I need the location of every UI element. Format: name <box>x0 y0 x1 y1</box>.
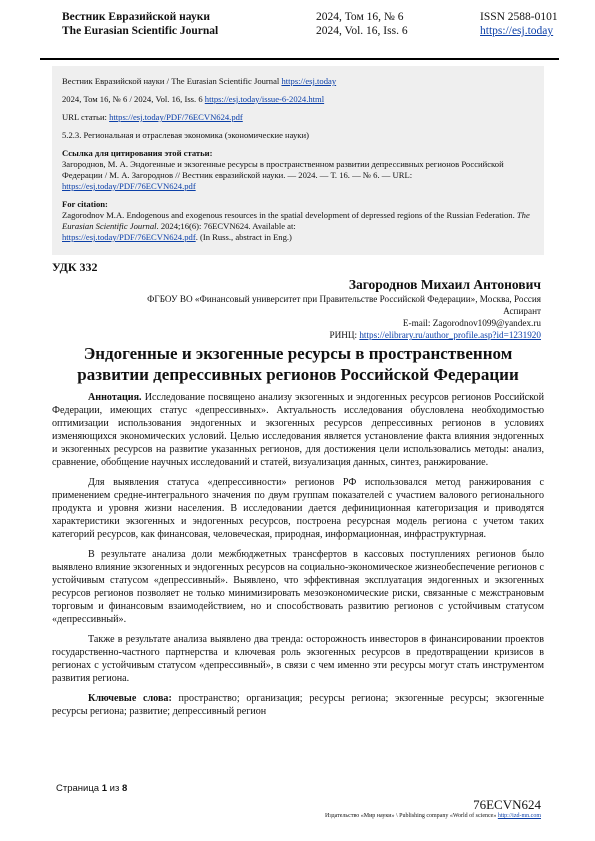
citation-box <box>52 66 544 255</box>
citation-specialty-line: 5.2.3. Региональная и отраслевая экономика (экономические науки) <box>62 130 309 140</box>
issue-ru: 2024, Том 16, № 6 <box>316 11 404 23</box>
citation-en-link[interactable]: https://esj.today/PDF/76ECVN624.pdf <box>62 232 196 242</box>
issue-block <box>316 10 408 38</box>
citation-ru-heading: Ссылка для цитирования этой статьи: <box>62 148 213 158</box>
article-code: 76ECVN624 <box>473 797 541 812</box>
author-block <box>147 276 541 341</box>
abstract-paragraph-3: В результате анализа доли межбюджетных трансфертов в кассовых поступлениях регионов было выявлено влияние экзогенных и эндогенных ресурсов на социально-экономическое жизнеобеспечение регионов с устойчивым статусом «депрессивный». Выявлено, что эффективная эксплуатация эндогенных и экзогенных ресурсов регионов позволяет не только минимизировать мезоэкономические риски, связанные с межстрановым торговым и финансовым взаимодействием, но и способствовать развитию регионов с устойчивым статусом «депрессивный». <box>52 549 544 625</box>
journal-header <box>0 0 595 60</box>
abstract-paragraph-2: Для выявления статуса «депрессивности» регионов РФ использовался метод ранжирования с применением средне-интегрального значения по двум группам показателей с участием валового регионального продукта и уровня жизни населения. В исследовании дается дефиниционная категоризация и приводятся характеристики экзогенных и эндогенных ресурсов, построена ресурсная модель региона с учетом таких категорий ресурсов, как финансовая, человеческая, природная, информационная, инфраструктурная. <box>52 477 544 540</box>
page-indicator: Страница 1 из 8 <box>56 783 128 794</box>
abstract <box>52 391 544 718</box>
issue-en: 2024, Vol. 16, Iss. 6 <box>316 25 408 37</box>
article-title: Эндогенные и экзогенные ресурсы в пространственном развитии депрессивных регионов Российской Федерации <box>77 344 519 384</box>
citation-ru-link[interactable]: https://esj.today/PDF/76ECVN624.pdf <box>62 181 196 191</box>
citation-url-line: URL статьи: https://esj.today/PDF/76ECVN624.pdf <box>62 112 243 122</box>
citation-en-body: Zagorodnov M.A. Endogenous and exogenous resources in the spatial development of depressed regions of the Russian Federation. The Eurasian Scientific Journal. 2024;16(6): 76ECVN624. Available at: https://esj.today/PDF/76ECVN624.pdf. (In Russ., abstract in Eng.) <box>62 210 530 242</box>
author-rinc-link[interactable]: https://elibrary.ru/author_profile.asp?id=1231920 <box>359 330 541 340</box>
issn-block <box>480 10 558 38</box>
citation-journal-line: Вестник Евразийской науки / The Eurasian Scientific Journal https://esj.today <box>62 76 337 86</box>
journal-name-en: The Eurasian Scientific Journal <box>62 25 219 37</box>
keywords: Ключевые слова: пространство; организация; ресурсы региона; экзогенные ресурсы; экзогенные ресурсы региона; развитие; депрессивный регион <box>52 693 544 717</box>
header-divider <box>40 58 559 60</box>
author-position: Аспирант <box>503 306 541 316</box>
abstract-paragraph-4: Также в результате анализа выявлено два тренда: осторожность инвесторов в финансировании проектов государственно-частного партнерства и ключевая роль экзогенных ресурсов в предотвращении кризисов в регионах с устойчивым статусом «депрессивный», в связи с чем именно эти ресурсы могут стать инструментом развития региона. <box>52 634 544 684</box>
journal-name-block <box>62 10 218 38</box>
citation-issue-line: 2024, Том 16, № 6 / 2024, Vol. 16, Iss. 6 https://esj.today/issue-6-2024.html <box>62 94 325 104</box>
issn: ISSN 2588-0101 <box>480 11 558 23</box>
author-rinc: РИНЦ: https://elibrary.ru/author_profile.asp?id=1231920 <box>329 330 541 340</box>
article-pdf-link[interactable]: https://esj.today/PDF/76ECVN624.pdf <box>109 112 243 122</box>
journal-link[interactable]: https://esj.today <box>281 76 337 86</box>
citation-en-heading: For citation: <box>62 199 108 209</box>
publisher-line: Издательство «Мир науки» \ Publishing company «World of science» http://izd-mn.com <box>325 813 541 819</box>
keywords-label: Ключевые слова: <box>88 693 172 704</box>
author-affiliation: ФГБОУ ВО «Финансовый университет при Правительстве Российской Федерации», Москва, Россия <box>147 294 541 304</box>
abstract-label: Аннотация. <box>88 392 142 403</box>
citation-en-journal: The Eurasian Scientific Journal <box>62 210 530 231</box>
issue-link[interactable]: https://esj.today/issue-6-2024.html <box>204 94 325 104</box>
author-email: E-mail: Zagorodnov1099@yandex.ru <box>402 318 541 328</box>
journal-name-ru: Вестник Евразийской науки <box>62 11 210 23</box>
journal-site-link[interactable]: https://esj.today <box>480 25 554 37</box>
publisher-link[interactable]: http://izd-mn.com <box>497 813 541 819</box>
citation-ru-body: Загороднов, М. А. Эндогенные и экзогенные ресурсы в пространственном развитии депрессивных регионов Российской Федерации / М. А. Загороднов // Вестник евразийской науки. — 2024. — Т. 16. — № 6. — URL: https://esj.today/PDF/76ECVN624.pdf <box>62 159 504 191</box>
udk-code: УДК 332 <box>52 260 98 274</box>
abstract-paragraph-1: Аннотация. Исследование посвящено анализу экзогенных и эндогенных ресурсов регионов Российской Федерации, имеющих статус «депрессивных». Актуальность исследования обусловлена необходимостью оптимизации использования эндогенных и экзогенных ресурсов депрессивных регионов в условиях изменяющихся экономических условий. Целью исследования является установление факта влияния эндогенных и экзогенных ресурсов на развитие указанных регионов, для достижения цели использовались методы: анализ, сравнение, обобщение научных исследований и статей, визуализация данных, синтез, ранжирование. <box>52 392 544 468</box>
author-name: Загороднов Михаил Антонович <box>348 277 541 292</box>
